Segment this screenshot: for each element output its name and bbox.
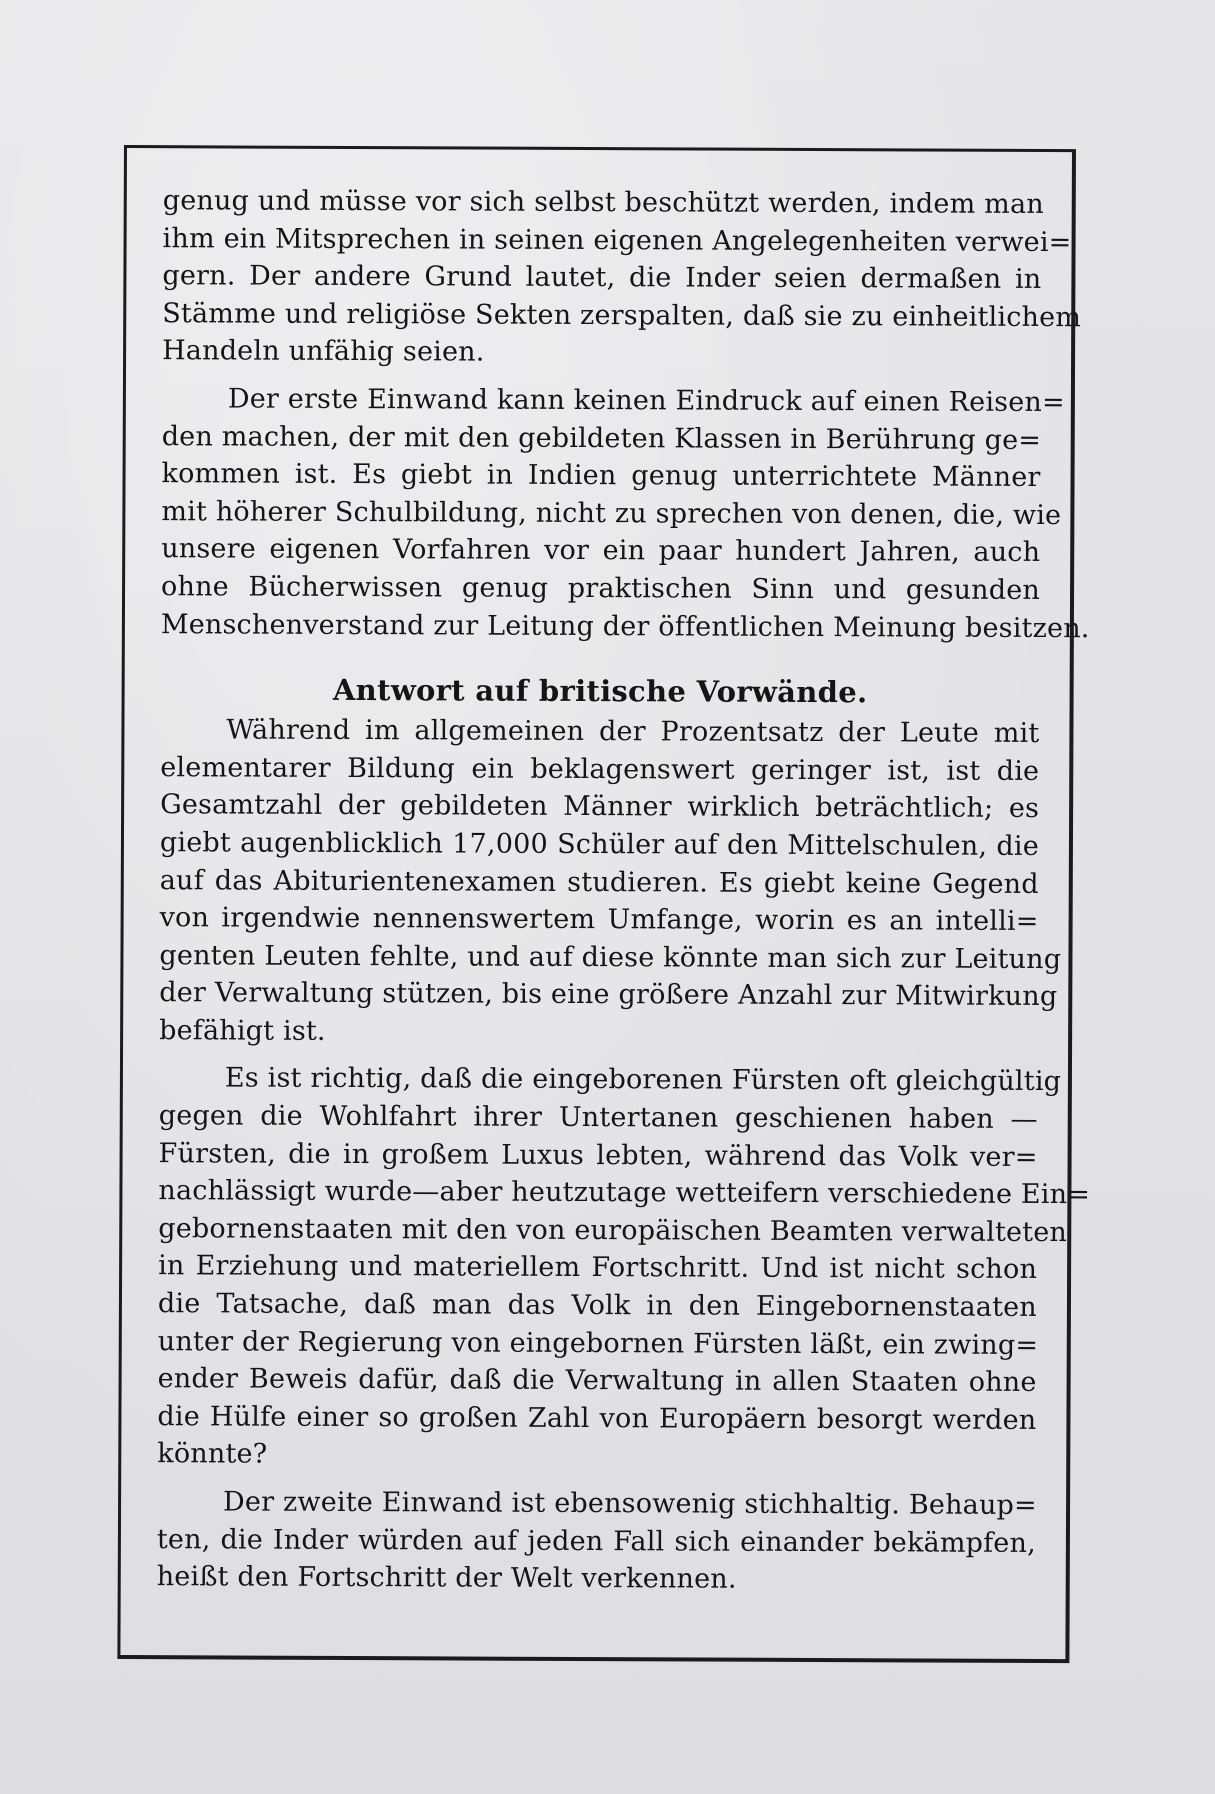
text-line: die Hülfe einer so großen Zahl von Europäern besorgt werden xyxy=(157,1400,1037,1436)
paragraph xyxy=(162,182,1082,374)
text-line: ohne Bücherwissen genug praktischen Sinn und gesunden xyxy=(161,571,1041,606)
text-line: gegen die Wohlfahrt ihrer Untertanen geschienen haben — xyxy=(158,1100,1038,1136)
text-line: genten Leuten fehlte, und auf diese könnte man sich zur Leitung xyxy=(159,939,1062,975)
paragraph xyxy=(157,1060,1091,1477)
paragraph xyxy=(160,380,1090,647)
text-line: Stämme und religiöse Sekten zerspalten, daß sie zu einheitlichem xyxy=(162,297,1082,333)
text-line: nachlässigt wurde—aber heutzutage wetteifern verschiedene Ein= xyxy=(158,1175,1091,1211)
text-line: Der erste Einwand kann keinen Eindruck auf einen Reisen= xyxy=(227,383,1065,419)
text-line: giebt augenblicklich 17,000 Schüler auf den Mittelschulen, die xyxy=(159,827,1040,862)
text-line: könnte? xyxy=(157,1438,268,1471)
text-line: ender Beweis dafür, daß die Verwaltung in allen Staaten ohne xyxy=(157,1363,1037,1399)
text-line: Gesamtzahl der gebildeten Männer wirklich beträchtlich; es xyxy=(160,789,1040,825)
text-body xyxy=(156,182,1091,1600)
text-line: auf das Abiturientenexamen studieren. Es giebt keine Gegend xyxy=(159,864,1039,900)
text-line: Menschenverstand zur Leitung der öffentlichen Meinung besitzen. xyxy=(160,608,1090,644)
text-line: Fürsten, die in großem Luxus lebten, während das Volk ver= xyxy=(158,1137,1038,1173)
paragraph xyxy=(157,1483,1036,1600)
paragraph xyxy=(159,711,1062,1053)
text-line: Es ist richtig, daß die eingeborenen Fürsten oft gleichgültig xyxy=(224,1062,1062,1098)
text-line: der Verwaltung stützen, bis eine größere Anzahl zur Mitwirkung xyxy=(159,977,1058,1013)
text-line: die Tatsache, daß man das Volk in den Eingebornenstaaten xyxy=(157,1288,1038,1324)
text-line: ten, die Inder würden auf jeden Fall sich einander bekämpfen, xyxy=(156,1523,1036,1559)
text-line: Der zweite Einwand ist ebensowenig stichhaltig. Behaup= xyxy=(223,1486,1037,1521)
text-line: elementarer Bildung ein beklagenswert geringer ist, ist die xyxy=(160,751,1040,787)
text-line: ihm ein Mitsprechen in seinen eigenen Angelegenheiten verwei= xyxy=(162,222,1072,258)
text-line: von irgendwie nennenswertem Umfange, worin es an intelli= xyxy=(159,902,1039,938)
text-line: gern. Der andere Grund lautet, die Inder seien dermaßen in xyxy=(162,260,1042,296)
text-line: befähigt ist. xyxy=(159,1015,326,1047)
text-line: in Erziehung und materiellem Fortschritt. Und ist nicht schon xyxy=(158,1250,1038,1286)
text-line: unsere eigenen Vorfahren vor ein paar hundert Jahren, auch xyxy=(161,533,1041,569)
text-line: Während im allgemeinen der Prozentsatz der Leute mit xyxy=(226,714,1040,750)
text-line: unter der Regierung von eingebornen Fürsten läßt, ein zwing= xyxy=(157,1325,1039,1361)
text-frame-border xyxy=(117,145,1091,1663)
text-line: mit höherer Schulbildung, nicht zu sprechen von denen, die, wie xyxy=(161,495,1062,531)
text-line: kommen ist. Es giebt in Indien genug unterrichtete Männer xyxy=(161,458,1041,494)
text-line: heißt den Fortschritt der Welt verkennen. xyxy=(156,1561,737,1595)
section-heading: Antwort auf britische Vorwände. xyxy=(332,673,868,710)
text-line: Handeln unfähig seien. xyxy=(162,335,485,368)
text-line: genug und müsse vor sich selbst beschützt werden, indem man xyxy=(162,185,1044,221)
text-line: den machen, der mit den gebildeten Klassen in Berührung ge= xyxy=(161,420,1042,456)
text-line: gebornenstaaten mit den von europäischen Beamten verwalteten xyxy=(158,1213,1068,1248)
